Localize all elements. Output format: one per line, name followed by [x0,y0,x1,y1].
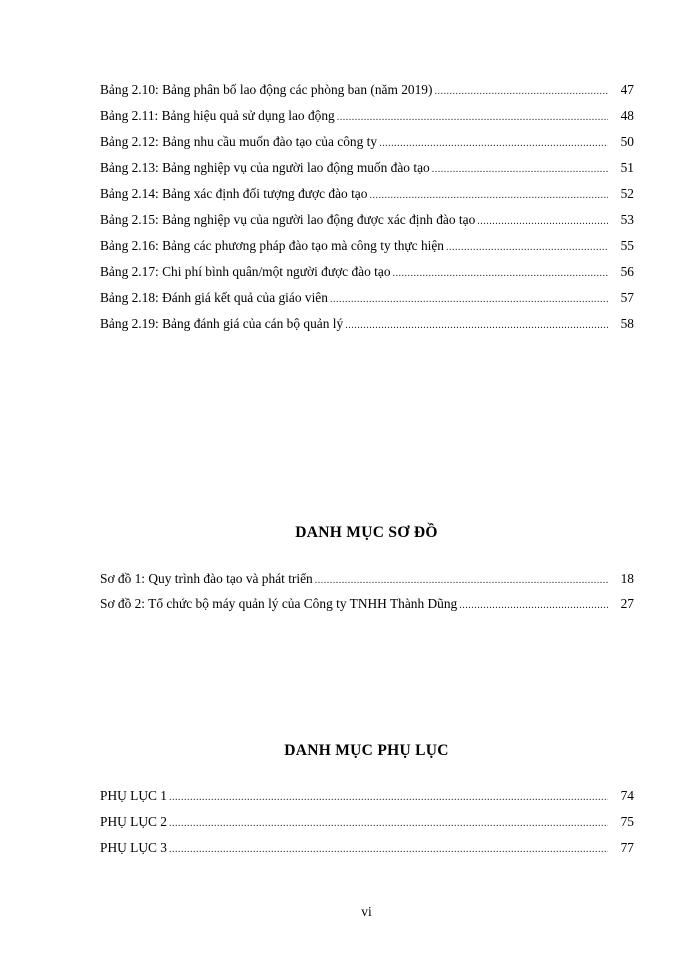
toc-entry-page: 47 [620,82,634,97]
toc-entry-table-2-12[interactable] [100,132,634,152]
toc-entry-label: Bảng 2.13: Bảng nghiệp vụ của người lao động muốn đào tạo [100,160,430,175]
toc-entry-label: Bảng 2.17: Chi phí bình quân/một người được đào tạo [100,264,391,279]
toc-entry-page: 77 [620,840,634,855]
toc-entry-label: Bảng 2.12: Bảng nhu cầu muốn đào tạo của công ty [100,134,378,149]
dot-leader [345,316,608,336]
toc-entry-label: PHỤ LỤC 2 [100,814,167,829]
dot-leader [369,186,608,206]
toc-entry-diagram-1[interactable] [100,569,634,589]
toc-entry-page: 52 [620,186,634,201]
toc-entry-page: 51 [620,160,634,175]
toc-entry-diagram-2[interactable] [100,594,634,614]
dot-leader [337,108,608,128]
toc-entry-page: 55 [620,238,634,253]
toc-entry-label: Bảng 2.10: Bảng phân bố lao động các phòng ban (năm 2019) [100,82,433,97]
dot-leader [330,290,608,310]
toc-entry-label: Bảng 2.19: Bảng đánh giá của cán bộ quản lý [100,316,344,331]
toc-entry-label: PHỤ LỤC 3 [100,840,167,855]
toc-entry-page: 58 [620,316,634,331]
toc-entry-page: 75 [620,814,634,829]
diagrams-heading: DANH MỤC SƠ ĐỒ [295,524,438,541]
dot-leader [169,840,608,860]
toc-entry-table-2-13[interactable] [100,158,634,178]
dot-leader [459,596,608,616]
dot-leader [393,264,608,284]
toc-entry-label: Bảng 2.11: Bảng hiệu quả sử dụng lao động [100,108,335,123]
toc-entry-label: Bảng 2.16: Bảng các phương pháp đào tạo mà công ty thực hiện [100,238,445,253]
dot-leader [169,788,608,808]
toc-entry-label: Bảng 2.14: Bảng xác định đối tượng được đào tạo [100,186,368,201]
toc-entry-page: 27 [620,596,634,611]
dot-leader [477,212,608,232]
toc-entry-page: 48 [620,108,634,123]
toc-entry-table-2-15[interactable] [100,210,634,230]
page-number: vi [361,904,372,919]
toc-entry-page: 56 [620,264,634,279]
toc-entry-appendix-2[interactable] [100,812,634,832]
toc-entry-table-2-16[interactable] [100,236,634,256]
dot-leader [169,814,608,834]
toc-entry-table-2-14[interactable] [100,184,634,204]
toc-entry-page: 74 [620,788,634,803]
toc-entry-table-2-18[interactable] [100,288,634,308]
toc-entry-label: Sơ đồ 1: Quy trình đào tạo và phát triển [100,571,313,586]
dot-leader [434,82,608,102]
toc-entry-appendix-1[interactable] [100,786,634,806]
toc-entry-page: 50 [620,134,634,149]
toc-entry-label: Sơ đồ 2: Tổ chức bộ máy quản lý của Công ty TNHH Thành Dũng [100,596,458,611]
toc-entry-page: 18 [620,571,634,586]
appendix-heading: DANH MỤC PHỤ LỤC [284,742,449,759]
toc-entry-table-2-11[interactable] [100,106,634,126]
toc-entry-label: PHỤ LỤC 1 [100,788,167,803]
dot-leader [432,160,608,180]
toc-entry-table-2-19[interactable] [100,314,634,334]
toc-entry-label: Bảng 2.18: Đánh giá kết quả của giáo viên [100,290,328,305]
dot-leader [446,238,608,258]
dot-leader [315,571,608,591]
toc-entry-table-2-17[interactable] [100,262,634,282]
toc-entry-label: Bảng 2.15: Bảng nghiệp vụ của người lao động được xác định đào tạo [100,212,476,227]
toc-entry-appendix-3[interactable] [100,838,634,858]
toc-entry-page: 53 [620,212,634,227]
toc-entry-page: 57 [620,290,634,305]
dot-leader [379,134,608,154]
toc-entry-table-2-10[interactable] [100,80,634,100]
